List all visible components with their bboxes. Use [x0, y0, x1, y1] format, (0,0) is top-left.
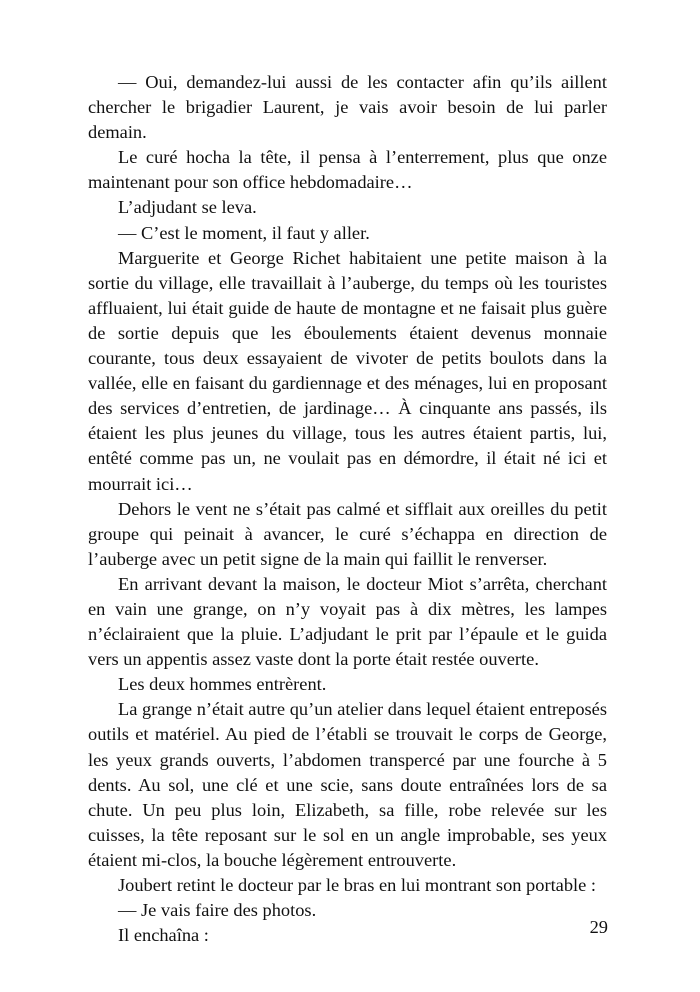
body-text	[88, 70, 607, 948]
paragraph: En arrivant devant la maison, le docteur Miot s’arrêta, cherchant en vain une grange, on n’y voyait pas à dix mètres, les lampes n’éclairaient que la pluie. L’adjudant le prit par l’épaule et le guida vers un appentis assez vaste dont la porte était restée ouverte.	[88, 573, 607, 670]
paragraph: — Je vais faire des photos.	[118, 900, 317, 921]
page-number: 29	[589, 917, 608, 937]
paragraph: L’adjudant se leva.	[118, 197, 257, 218]
paragraph: Marguerite et George Richet habitaient une petite maison à la sortie du village, elle travaillait à l’auberge, du temps où les touristes affluaient, lui était guide de haute de montagne et ne faisait plus guère de sortie depuis que les éboulements étaient devenus monnaie courante, tous deux essayaient de vivoter de petits boulots dans la vallée, elle en faisant du gardiennage et des ménages, lui en proposant des services d’entretien, de jardinage… À cinquante ans passés, ils étaient les plus jeunes du village, tous les autres étaient partis, lui, entêté comme pas un, ne voulait pas en démordre, il était né ici et mourrait ici…	[88, 247, 607, 494]
paragraph: — Oui, demandez-lui aussi de les contacter afin qu’ils aillent chercher le brigadier Laurent, je vais avoir besoin de lui parler demain.	[88, 72, 607, 143]
paragraph: Les deux hommes entrèrent.	[118, 674, 327, 695]
paragraph: Dehors le vent ne s’était pas calmé et sifflait aux oreilles du petit groupe qui peinait à avancer, le curé s’échappa en direction de l’auberge avec un petit signe de la main qui faillit le renverser.	[88, 498, 607, 569]
paragraph: Le curé hocha la tête, il pensa à l’enterrement, plus que onze maintenant pour son office hebdomadaire…	[88, 147, 607, 193]
paragraph: — C’est le moment, il faut y aller.	[118, 222, 370, 243]
paragraph: La grange n’était autre qu’un atelier dans lequel étaient entreposés outils et matériel. Au pied de l’établi se trouvait le corps de George, les yeux grands ouverts, l’abdomen transpercé par une fourche à 5 dents. Au sol, une clé et une scie, sans doute entraînées lors de sa chute. Un peu plus loin, Elizabeth, sa fille, robe relevée sur les cuisses, la tête reposant sur le sol en un angle improbable, ses yeux étaient mi-clos, la bouche légèrement entrouverte.	[88, 699, 607, 870]
paragraph: Il enchaîna :	[118, 925, 209, 946]
paragraph: Joubert retint le docteur par le bras en lui montrant son portable :	[118, 875, 597, 895]
